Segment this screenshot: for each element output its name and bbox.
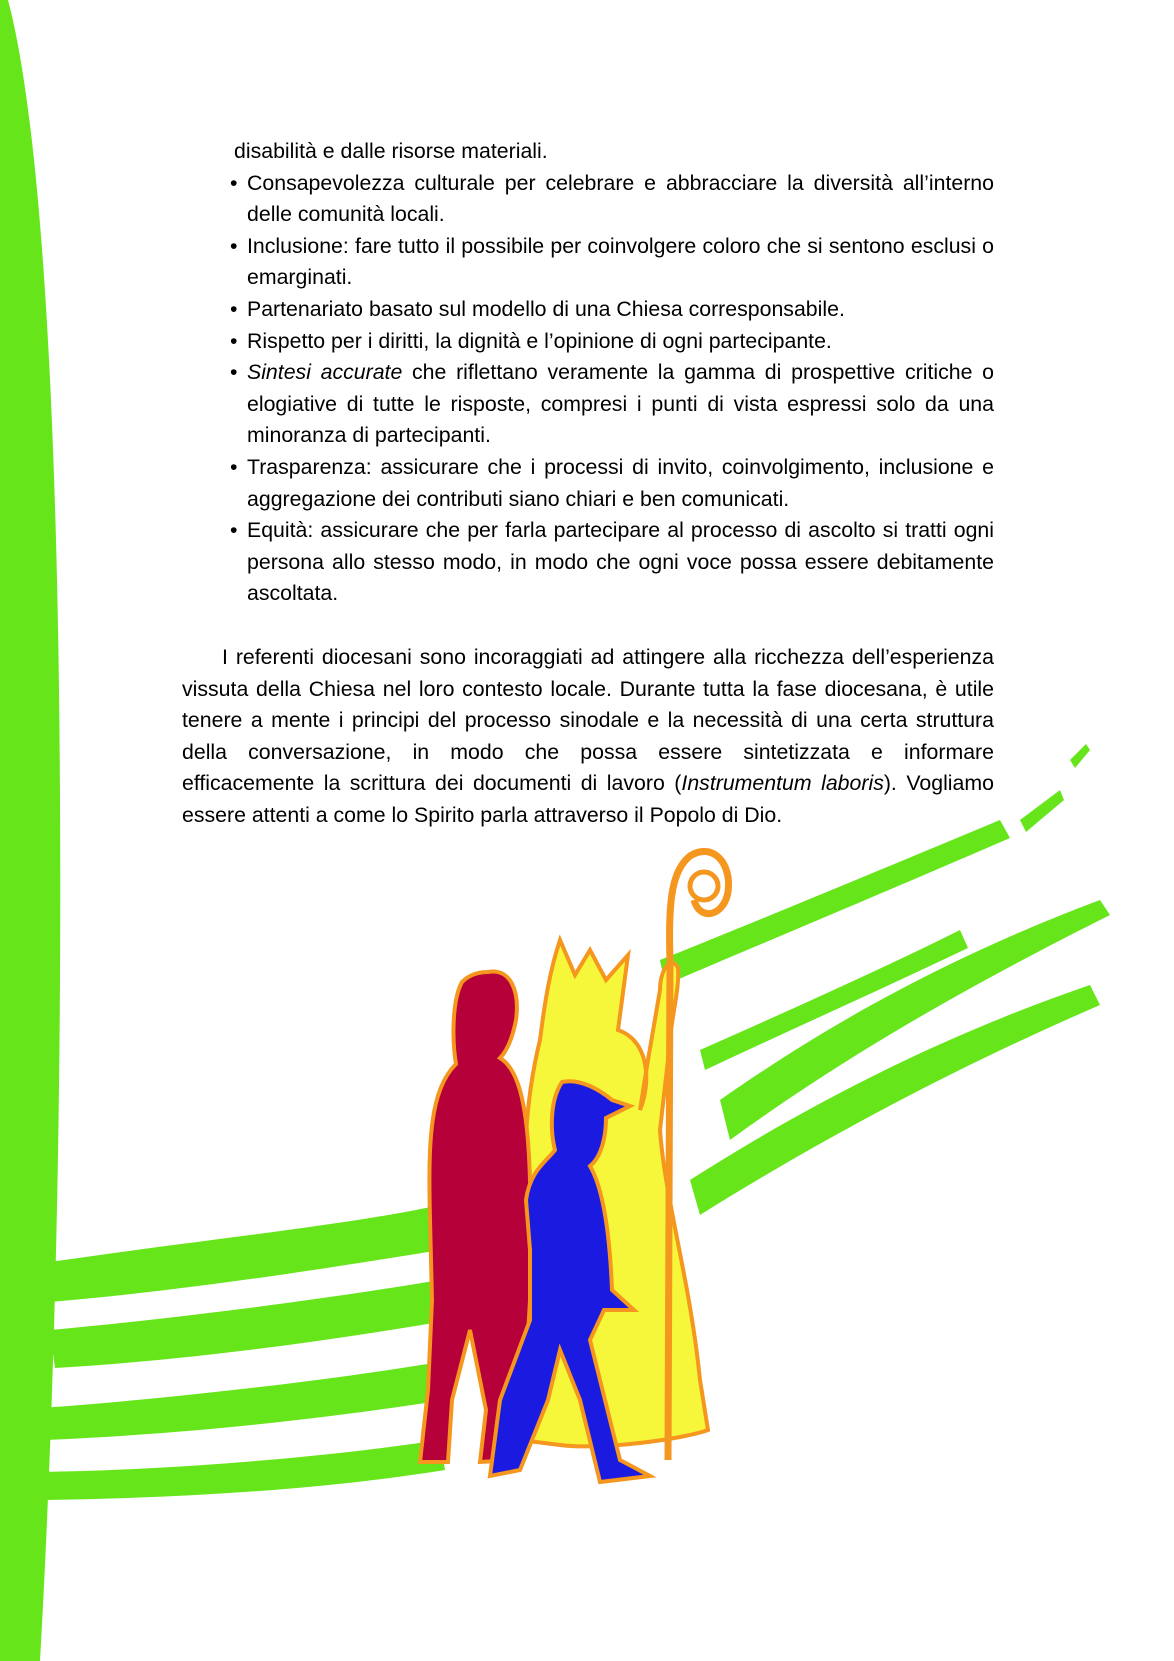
bullet-icon: • xyxy=(230,170,238,195)
item-text: : fare tutto il possibile per coinvolgere coloro che si sentono esclusi o emarginati. xyxy=(247,233,994,290)
paragraph-text-2: ). Vogliamo essere attenti a come lo Spirito parla attraverso il Popolo di Dio. xyxy=(182,771,994,827)
list-item xyxy=(182,231,994,294)
list-item xyxy=(182,326,994,358)
item-text: che riflettano veramente la gamma di prospettive critiche o elogiative di tutte le risposte, compresi i punti di vista espressi solo da una minoranza di partecipanti. xyxy=(247,360,994,448)
list-item xyxy=(182,357,994,452)
list-item xyxy=(182,294,994,326)
item-lead: Trasparenza xyxy=(247,454,366,479)
item-text: basato sul modello di una Chiesa corresponsabile. xyxy=(363,296,845,321)
item-lead: Consapevolezza culturale xyxy=(247,170,495,195)
bullet-icon: • xyxy=(230,454,238,479)
bullet-icon: • xyxy=(230,296,238,321)
list-item xyxy=(182,168,994,231)
item-lead: Sintesi accurate xyxy=(247,360,403,385)
bullet-icon: • xyxy=(230,233,238,258)
item-text: per i diritti, la dignità e l’opinione di ogni partecipante. xyxy=(325,328,832,353)
list-item xyxy=(182,515,994,610)
list-item xyxy=(182,452,994,515)
list-item-continuation xyxy=(182,136,994,168)
paragraph-italic: Instrumentum laboris xyxy=(681,771,884,796)
bullet-icon: • xyxy=(230,518,238,543)
item-text: per celebrare e abbracciare la diversità all’interno delle comunità locali. xyxy=(247,170,994,227)
body-paragraph xyxy=(182,642,994,832)
item-lead: Inclusione xyxy=(247,233,343,258)
bullet-icon: • xyxy=(230,328,238,353)
item-text: : assicurare che per farla partecipare al processo di ascolto si tratti ogni persona allo stesso modo, in modo che ogni voce possa essere debitamente ascoltata. xyxy=(247,518,994,606)
item-lead: Equità xyxy=(247,518,308,543)
text-block xyxy=(182,136,994,831)
item-lead: Partenariato xyxy=(247,296,364,321)
bullet-icon: • xyxy=(230,360,238,385)
continuation-text: disabilità e dalle risorse materiali. xyxy=(234,139,548,163)
principles-list xyxy=(182,136,994,610)
item-text: : assicurare che i processi di invito, coinvolgimento, inclusione e aggregazione dei contributi siano chiari e ben comunicati. xyxy=(247,454,994,511)
paragraph-text-1: I referenti diocesani sono incoraggiati ad attingere alla ricchezza dell’esperienza vissuta della Chiesa nel loro contesto locale. Durante tutta la fase diocesana, è utile tenere a mente i principi del processo sinodale e la necessità di una certa struttura della conversazione, in modo che possa essere sintetizzata e informare efficacemente la scrittura dei documenti di lavoro ( xyxy=(182,644,994,796)
item-lead: Rispetto xyxy=(247,328,326,353)
